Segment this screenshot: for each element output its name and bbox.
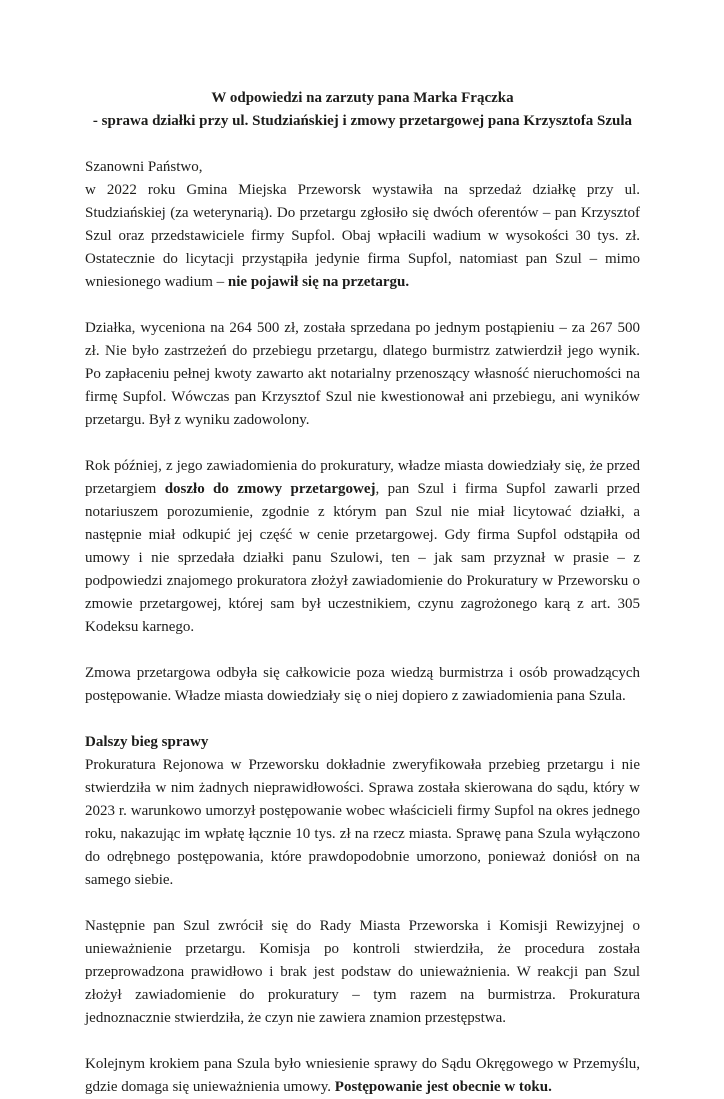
text-segment: Postępowanie jest obecnie w toku. xyxy=(334,1079,552,1095)
salutation-and-intro-paragraph xyxy=(85,156,640,294)
text-segment: , pan Szul i firma Supfol zawarli przed notariuszem porozumienie, zgodnie z którym pan Szul nie miał licytować działki, a następnie miał odkupić jej część w cenie przetargowej. Gdy firma Supfol odstąpiła od umowy i nie sprzedała działki panu Szulowi, ten – jak sam przyznał w prasie – z podpowiedzi znajomego prokuratora złożył zawiadomienie do Prokuratury w Przeworsku o zmowie przetargowej, której sam był uczestnikiem, czynu zagrożonego karą z art. 305 Kodeksu karnego. xyxy=(85,481,640,635)
text-segment: Prokuratura Rejonowa w Przeworsku dokładnie zweryfikowała przebieg przetargu i nie stwierdziła w nim żadnych nieprawidłowości. Sprawa została skierowana do sądu, który w 2023 r. warunkowo umorzył postępowanie wobec właścicieli firmy Supfol na okres jednego roku, nakazując im wpłatę łącznie 10 tys. zł na rzecz miasta. Sprawę pana Szula wyłączono do odrębnego postępowania, które prawdopodobnie umorzono, ponieważ doniósł on na samego siebie. xyxy=(85,757,640,888)
text-segment: Zmowa przetargowa odbyła się całkowicie poza wiedzą burmistrza i osób prowadzących postępowanie. Władze miasta dowiedziały się o niej dopiero z zawiadomienia pana Szula. xyxy=(85,665,640,704)
court-case-paragraph xyxy=(85,1053,640,1099)
auction-result-paragraph xyxy=(85,317,640,432)
section-heading-dalszy-bieg-sprawy xyxy=(85,731,640,754)
text-segment: Szanowni Państwo, xyxy=(85,159,203,175)
city-council-paragraph xyxy=(85,915,640,1030)
mayor-unaware-paragraph xyxy=(85,662,640,708)
text-segment: Kolejnym krokiem pana Szula było wniesienie sprawy do Sądu Okręgowego w Przemyślu, gdzie domaga się unieważnienia umowy. xyxy=(85,1056,640,1095)
document-body xyxy=(85,156,640,1099)
text-segment: w 2022 roku Gmina Miejska Przeworsk wystawiła na sprzedaż działkę przy ul. Studziańskiej (za weterynarią). Do przetargu zgłosiło się dwóch oferentów – pan Krzysztof Szul oraz przedstawiciele firmy Supfol. Obaj wpłacili wadium w wysokości 30 tys. zł. Ostatecznie do licytacji przystąpiła jedynie firma Supfol, natomiast pan Szul – mimo wniesionego wadium – xyxy=(85,182,640,290)
title-line-1: W odpowiedzi na zarzuty pana Marka Frączka xyxy=(211,90,514,106)
collusion-revealed-paragraph xyxy=(85,455,640,639)
title-line-2: - sprawa działki przy ul. Studziańskiej i zmowy przetargowej pana Krzysztofa Szula xyxy=(92,113,633,129)
document-title xyxy=(85,87,640,133)
text-segment: Następnie pan Szul zwrócił się do Rady Miasta Przeworska i Komisji Rewizyjnej o unieważnienie przetargu. Komisja po kontroli stwierdziła, że procedura została przeprowadzona prawidłowo i brak jest podstaw do unieważnienia. W reakcji pan Szul złożył zawiadomienie do prokuratury – tym razem na burmistrza. Prokuratura jednoznacznie stwierdziła, że czyn nie zawiera znamion przestępstwa. xyxy=(85,918,640,1026)
prosecutor-verification-paragraph xyxy=(85,754,640,892)
text-segment: Działka, wyceniona na 264 500 zł, została sprzedana po jednym postąpieniu – za 267 500 zł. Nie było zastrzeżeń do przebiegu przetargu, dlatego burmistrz zatwierdził jego wynik. Po zapłaceniu pełnej kwoty zawarto akt notarialny przenoszący własność nieruchomości na firmę Supfol. Wówczas pan Krzysztof Szul nie kwestionował ani przebiegu, ani wyników przetargu. Był z wyniku zadowolony. xyxy=(85,320,640,428)
text-segment: Dalszy bieg sprawy xyxy=(85,734,209,750)
text-segment: doszło do zmowy przetargowej xyxy=(164,481,376,497)
text-segment: Rok później, z jego zawiadomienia do prokuratury, władze miasta dowiedziały się, że przed przetargiem xyxy=(85,458,640,497)
text-segment: nie pojawił się na przetargu. xyxy=(227,274,410,290)
